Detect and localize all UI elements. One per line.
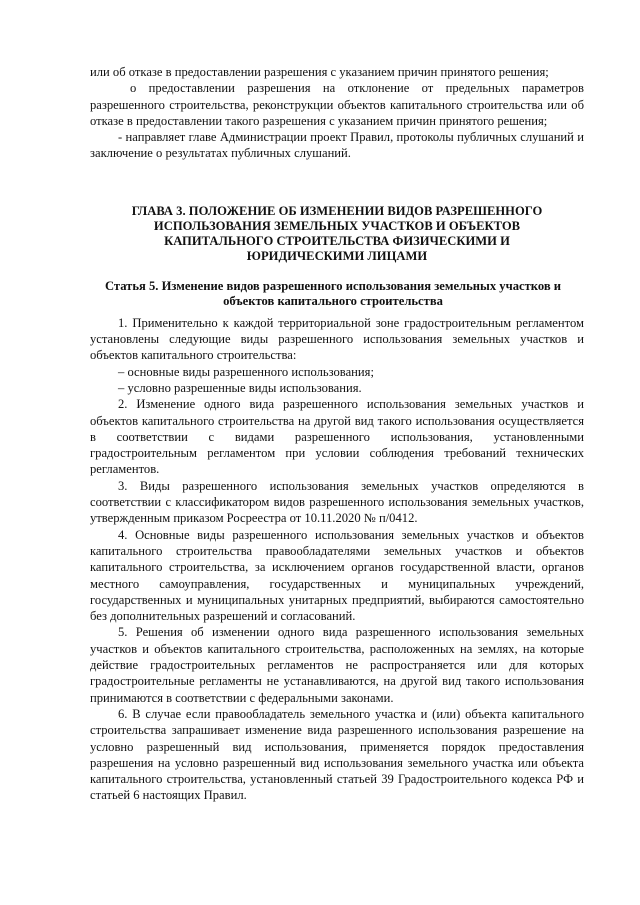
body-paragraph-1: 1. Применительно к каждой территориальной зоне градостроительным регламентом установлены следующие виды разрешенного использования земельных участков и объектов капитального строительства: — [90, 315, 584, 363]
list-item-conditional-uses: – условно разрешенные виды использования. — [118, 380, 362, 395]
list-item-main-uses: – основные виды разрешенного использования; — [118, 364, 374, 379]
body-paragraph-5: 5. Решения об изменении одного вида разрешенного использования земельных участков и объектов капитального строительства, расположенных на землях, на которые действие градостроительных регламентов не распространяется или для которых градостроительные регламенты не устанавливаются, на другой вид такого использования принимаются в соответствии с федеральными законами. — [90, 625, 584, 705]
intro-paragraph-2: о предоставлении разрешения на отклонение от предельных параметров разрешенного строительства, реконструкции объектов капитального строительства или об отказе в предоставлении такого разрешения с указанием причин принятого решения; — [90, 81, 584, 128]
chapter-heading: ГЛАВА 3. ПОЛОЖЕНИЕ ОБ ИЗМЕНЕНИИ ВИДОВ РАЗРЕШЕННОГО ИСПОЛЬЗОВАНИЯ ЗЕМЕЛЬНЫХ УЧАСТКОВ И ОБЪЕКТОВ КАПИТАЛЬНОГО СТРОИТЕЛЬСТВА ФИЗИЧЕСКИМИ И ЮРИДИЧЕСКИМИ ЛИЦАМИ — [131, 203, 543, 263]
intro-paragraph-3: - направляет главе Администрации проект Правил, протоколы публичных слушаний и заключение о результатах публичных слушаний. — [90, 130, 584, 161]
article-heading: Статья 5. Изменение видов разрешенного использования земельных участков и объектов капитального строительства — [104, 278, 562, 309]
body-paragraph-4: 4. Основные виды разрешенного использования земельных участков и объектов капитального строительства правообладателями земельных участков и объектов капитального строительства, за исключением органов государственной власти, органов местного самоуправления, государственных и муниципальных учреждений, государственных и муниципальных унитарных предприятий, выбираются самостоятельно без дополнительных разрешений и согласований. — [90, 527, 584, 624]
intro-paragraph-1: или об отказе в предоставлении разрешения с указанием причин принятого решения; — [90, 65, 549, 79]
body-paragraph-2: 2. Изменение одного вида разрешенного использования земельных участков и объектов капитального строительства на другой вид такого использования осуществляется в соответствии с видами разрешенного использования, установленными градостроительным регламентом при условии соблюдения требований технических регламентов. — [90, 397, 584, 477]
body-paragraph-3: 3. Виды разрешенного использования земельных участков определяются в соответствии с классификатором видов разрешенного использования земельных участков, утвержденным приказом Росреестра от 10.11.2020 № п/0412. — [90, 478, 584, 526]
body-paragraph-6: 6. В случае если правообладатель земельного участка и (или) объекта капитального строительства запрашивает изменение вида разрешенного использования разрешение на условно разрешенный вид использования, применяется порядок предоставления разрешения на условно разрешенный вид использования земельного участка или объекта капитального строительства, установленный статьей 39 Градостроительного кодекса РФ и статьей 6 настоящих Правил. — [90, 706, 584, 803]
